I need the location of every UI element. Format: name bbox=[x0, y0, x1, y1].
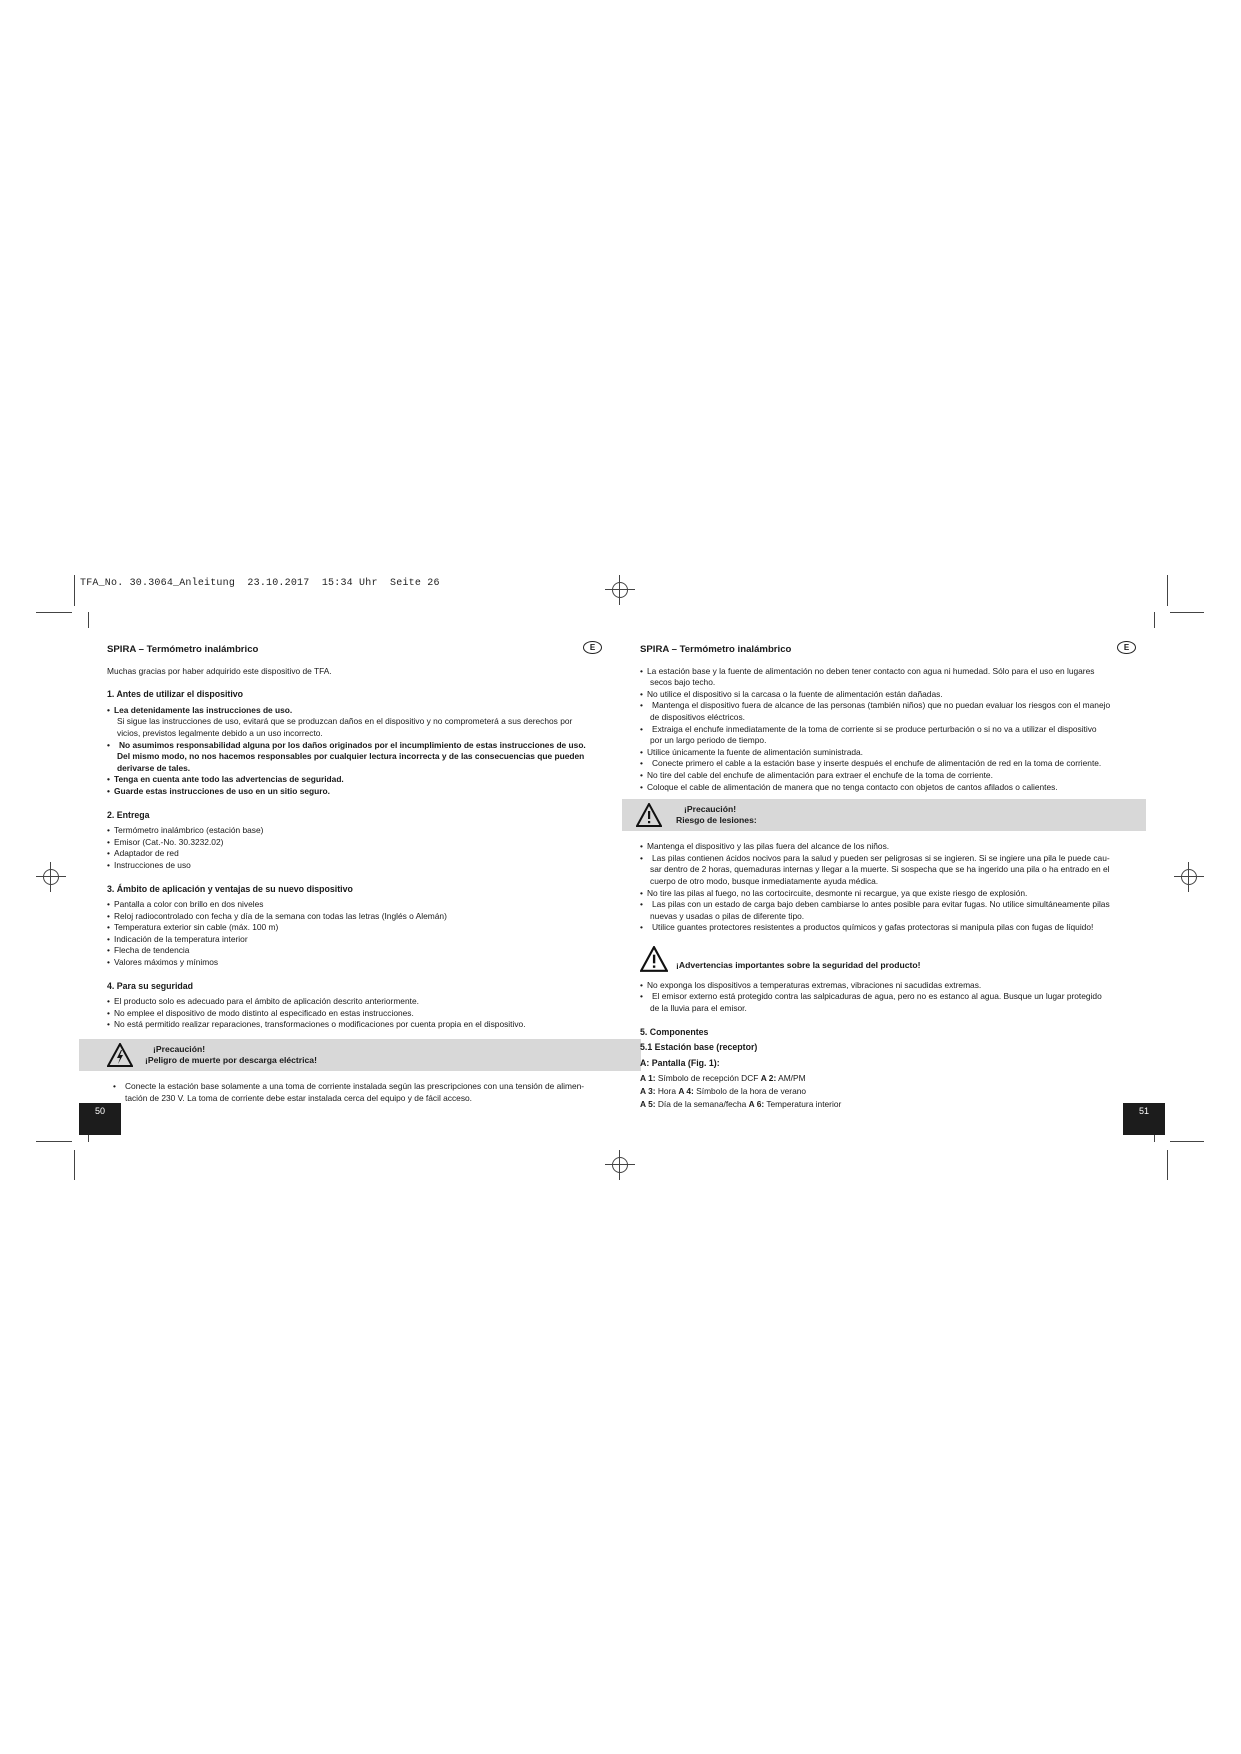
list-item-text: de dispositivos eléctricos. bbox=[650, 711, 745, 722]
registration-mark bbox=[1174, 862, 1204, 892]
warning-box bbox=[622, 799, 1146, 831]
warning-box bbox=[79, 1039, 641, 1071]
list-item-text: secos bajo techo. bbox=[650, 677, 716, 688]
list-item: • El producto solo es adecuado para el ámbito de aplicación descrito anteriormente. bbox=[107, 996, 613, 1008]
list-item: • Temperatura exterior sin cable (máx. 100 m) bbox=[107, 922, 613, 934]
crop-mark bbox=[74, 1150, 75, 1180]
list-item: • Las pilas con un estado de carga bajo deben cambiarse lo antes posible para evitar fugas. No utilice simultáneamente pilas bbox=[640, 899, 1146, 911]
registration-mark bbox=[36, 862, 66, 892]
list-item: • Flecha de tendencia bbox=[107, 945, 613, 957]
section-heading: A: Pantalla (Fig. 1): bbox=[640, 1057, 720, 1068]
component-row: A 3: Hora A 4: Símbolo de la hora de verano bbox=[640, 1086, 807, 1097]
page-title: SPIRA – Termómetro inalámbrico bbox=[107, 644, 259, 655]
list-item: • Tenga en cuenta ante todo las advertencias de seguridad. bbox=[107, 774, 613, 786]
language-badge: E bbox=[583, 641, 602, 654]
crop-mark bbox=[36, 1141, 72, 1142]
list-item: • Mantenga el dispositivo y las pilas fuera del alcance de los niños. bbox=[640, 841, 1146, 853]
section-heading: 5.1 Estación base (receptor) bbox=[640, 1042, 758, 1053]
crop-mark bbox=[1170, 612, 1204, 613]
list-item: • Conecte la estación base solamente a una toma de corriente instalada según las prescripciones con una tensión de alimen- bbox=[113, 1081, 613, 1093]
list-item: • Coloque el cable de alimentación de manera que no tenga contacto con objetos de cantos afilados o calientes. bbox=[640, 782, 1146, 794]
list-item: • Utilice guantes protectores resistentes a productos químicos y gafas protectoras si manipula pilas con fugas de líquido! bbox=[640, 922, 1146, 934]
electric-warning-icon bbox=[107, 1043, 133, 1067]
right-page bbox=[640, 640, 1146, 1111]
section-heading: 5. Componentes bbox=[640, 1026, 709, 1037]
page-number: 51 bbox=[1123, 1103, 1165, 1135]
list-item-text: por un largo periodo de tiempo. bbox=[650, 735, 767, 746]
section-heading: 4. Para su seguridad bbox=[107, 980, 194, 991]
list-item: • Lea detenidamente las instrucciones de uso. bbox=[107, 705, 613, 717]
list-item: • No asumimos responsabilidad alguna por los daños originados por el incumplimiento de estas instrucciones de uso. bbox=[107, 740, 613, 752]
warning-text: ¡Precaución! Riesgo de lesiones: bbox=[676, 804, 757, 826]
crop-mark bbox=[1154, 612, 1155, 628]
intro-text: Muchas gracias por haber adquirido este dispositivo de TFA. bbox=[107, 665, 332, 676]
safety-warning bbox=[640, 944, 1146, 974]
warning-triangle-icon bbox=[636, 803, 662, 827]
crop-mark bbox=[74, 575, 75, 606]
list-item-text: Del mismo modo, no nos hacemos responsables por cualquier lectura incorrecta y de las consecuencias que pueden bbox=[117, 751, 585, 762]
list-item-text: vicios, previstos legalmente debido a un uso incorrecto. bbox=[117, 727, 323, 738]
list-item: • Valores máximos y mínimos bbox=[107, 957, 613, 969]
page-title: SPIRA – Termómetro inalámbrico bbox=[640, 644, 792, 655]
list-item: • Mantenga el dispositivo fuera de alcance de las personas (también niños) que no puedan evaluar los riesgos con el manejo bbox=[640, 700, 1146, 712]
print-slug: TFA_No. 30.3064_Anleitung 23.10.2017 15:34 Uhr Seite 26 bbox=[80, 578, 440, 589]
list-item: • Termómetro inalámbrico (estación base) bbox=[107, 825, 613, 837]
list-item: • Guarde estas instrucciones de uso en un sitio seguro. bbox=[107, 786, 613, 798]
component-row: A 5: Día de la semana/fecha A 6: Temperatura interior bbox=[640, 1098, 842, 1109]
component-row: A 1: Símbolo de recepción DCF A 2: AM/PM bbox=[640, 1073, 806, 1084]
crop-mark bbox=[1167, 575, 1168, 606]
warning-text: ¡Advertencias importantes sobre la seguridad del producto! bbox=[676, 959, 921, 970]
language-badge: E bbox=[1117, 641, 1136, 654]
list-item: • No exponga los dispositivos a temperaturas extremas, vibraciones ni sacudidas extremas. bbox=[640, 980, 1146, 992]
warning-triangle-icon bbox=[640, 946, 668, 972]
list-item: • Indicación de la temperatura interior bbox=[107, 934, 613, 946]
list-item: • No tire las pilas al fuego, no las cortocircuite, desmonte ni recargue, ya que existe riesgo de explosión. bbox=[640, 888, 1146, 900]
list-item: • Utilice únicamente la fuente de alimentación suministrada. bbox=[640, 747, 1146, 759]
section-heading: 2. Entrega bbox=[107, 809, 150, 820]
list-item: • Adaptador de red bbox=[107, 848, 613, 860]
list-item-text: de la lluvia para el emisor. bbox=[650, 1003, 747, 1014]
list-item-text: sar dentro de 2 horas, quemaduras internas y llegar a la muerte. Si sospecha que se ha ingerido una pila o ha entrado en el bbox=[650, 864, 1110, 875]
list-item: • Instrucciones de uso bbox=[107, 860, 613, 872]
list-item: • La estación base y la fuente de alimentación no deben tener contacto con agua ni humedad. Sólo para el uso en lugares bbox=[640, 666, 1146, 678]
list-item: • Pantalla a color con brillo en dos niveles bbox=[107, 899, 613, 911]
crop-mark bbox=[36, 612, 72, 613]
list-item: • Reloj radiocontrolado con fecha y día de la semana con todas las letras (Inglés o Alemán) bbox=[107, 911, 613, 923]
list-item: • No tire del cable del enchufe de alimentación para extraer el enchufe de la toma de corriente. bbox=[640, 770, 1146, 782]
list-item-text: nuevas y usadas o pilas de diferente tipo. bbox=[650, 910, 805, 921]
list-item: • No emplee el dispositivo de modo distinto al especificado en estas instrucciones. bbox=[107, 1008, 613, 1020]
list-item: • Extraiga el enchufe inmediatamente de la toma de corriente si se produce perturbación o si no va a utilizar el dispositivo bbox=[640, 724, 1146, 736]
list-item: • Emisor (Cat.-No. 30.3232.02) bbox=[107, 837, 613, 849]
crop-mark bbox=[88, 612, 89, 628]
list-item: • El emisor externo está protegido contra las salpicaduras de agua, pero no es estanco al agua. Busque un lugar protegido bbox=[640, 991, 1146, 1003]
section-heading: 3. Ámbito de aplicación y ventajas de su nuevo dispositivo bbox=[107, 883, 353, 894]
list-item-text: tación de 230 V. La toma de corriente debe estar instalada cerca del equipo y de fácil acceso. bbox=[125, 1092, 473, 1103]
list-item: • Las pilas contienen ácidos nocivos para la salud y pueden ser peligrosas si se ingieren. Si se ingiere una pila le puede cau- bbox=[640, 853, 1146, 865]
left-page bbox=[107, 640, 613, 1104]
list-item-text: Si sigue las instrucciones de uso, evitará que se produzcan daños en el dispositivo y no comprometerá a sus derechos por bbox=[117, 716, 573, 727]
registration-mark bbox=[605, 1150, 635, 1180]
registration-mark bbox=[605, 575, 635, 605]
page-number: 50 bbox=[79, 1103, 121, 1135]
section-heading: 1. Antes de utilizar el dispositivo bbox=[107, 689, 244, 700]
list-item: • No está permitido realizar reparaciones, transformaciones o modificaciones por cuenta propia en el dispositivo. bbox=[107, 1019, 613, 1031]
warning-text: ¡Precaución! ¡Peligro de muerte por descarga eléctrica! bbox=[145, 1044, 317, 1066]
crop-mark bbox=[1167, 1150, 1168, 1180]
list-item: • No utilice el dispositivo si la carcasa o la fuente de alimentación están dañadas. bbox=[640, 689, 1146, 701]
crop-mark bbox=[1170, 1141, 1204, 1142]
list-item-text: cuerpo de otro modo, busque inmediatamente ayuda médica. bbox=[650, 875, 879, 886]
list-item: • Conecte primero el cable a la estación base y inserte después el enchufe de alimentación de red en la toma de corriente. bbox=[640, 758, 1146, 770]
list-item-text: derivarse de tales. bbox=[117, 762, 191, 773]
